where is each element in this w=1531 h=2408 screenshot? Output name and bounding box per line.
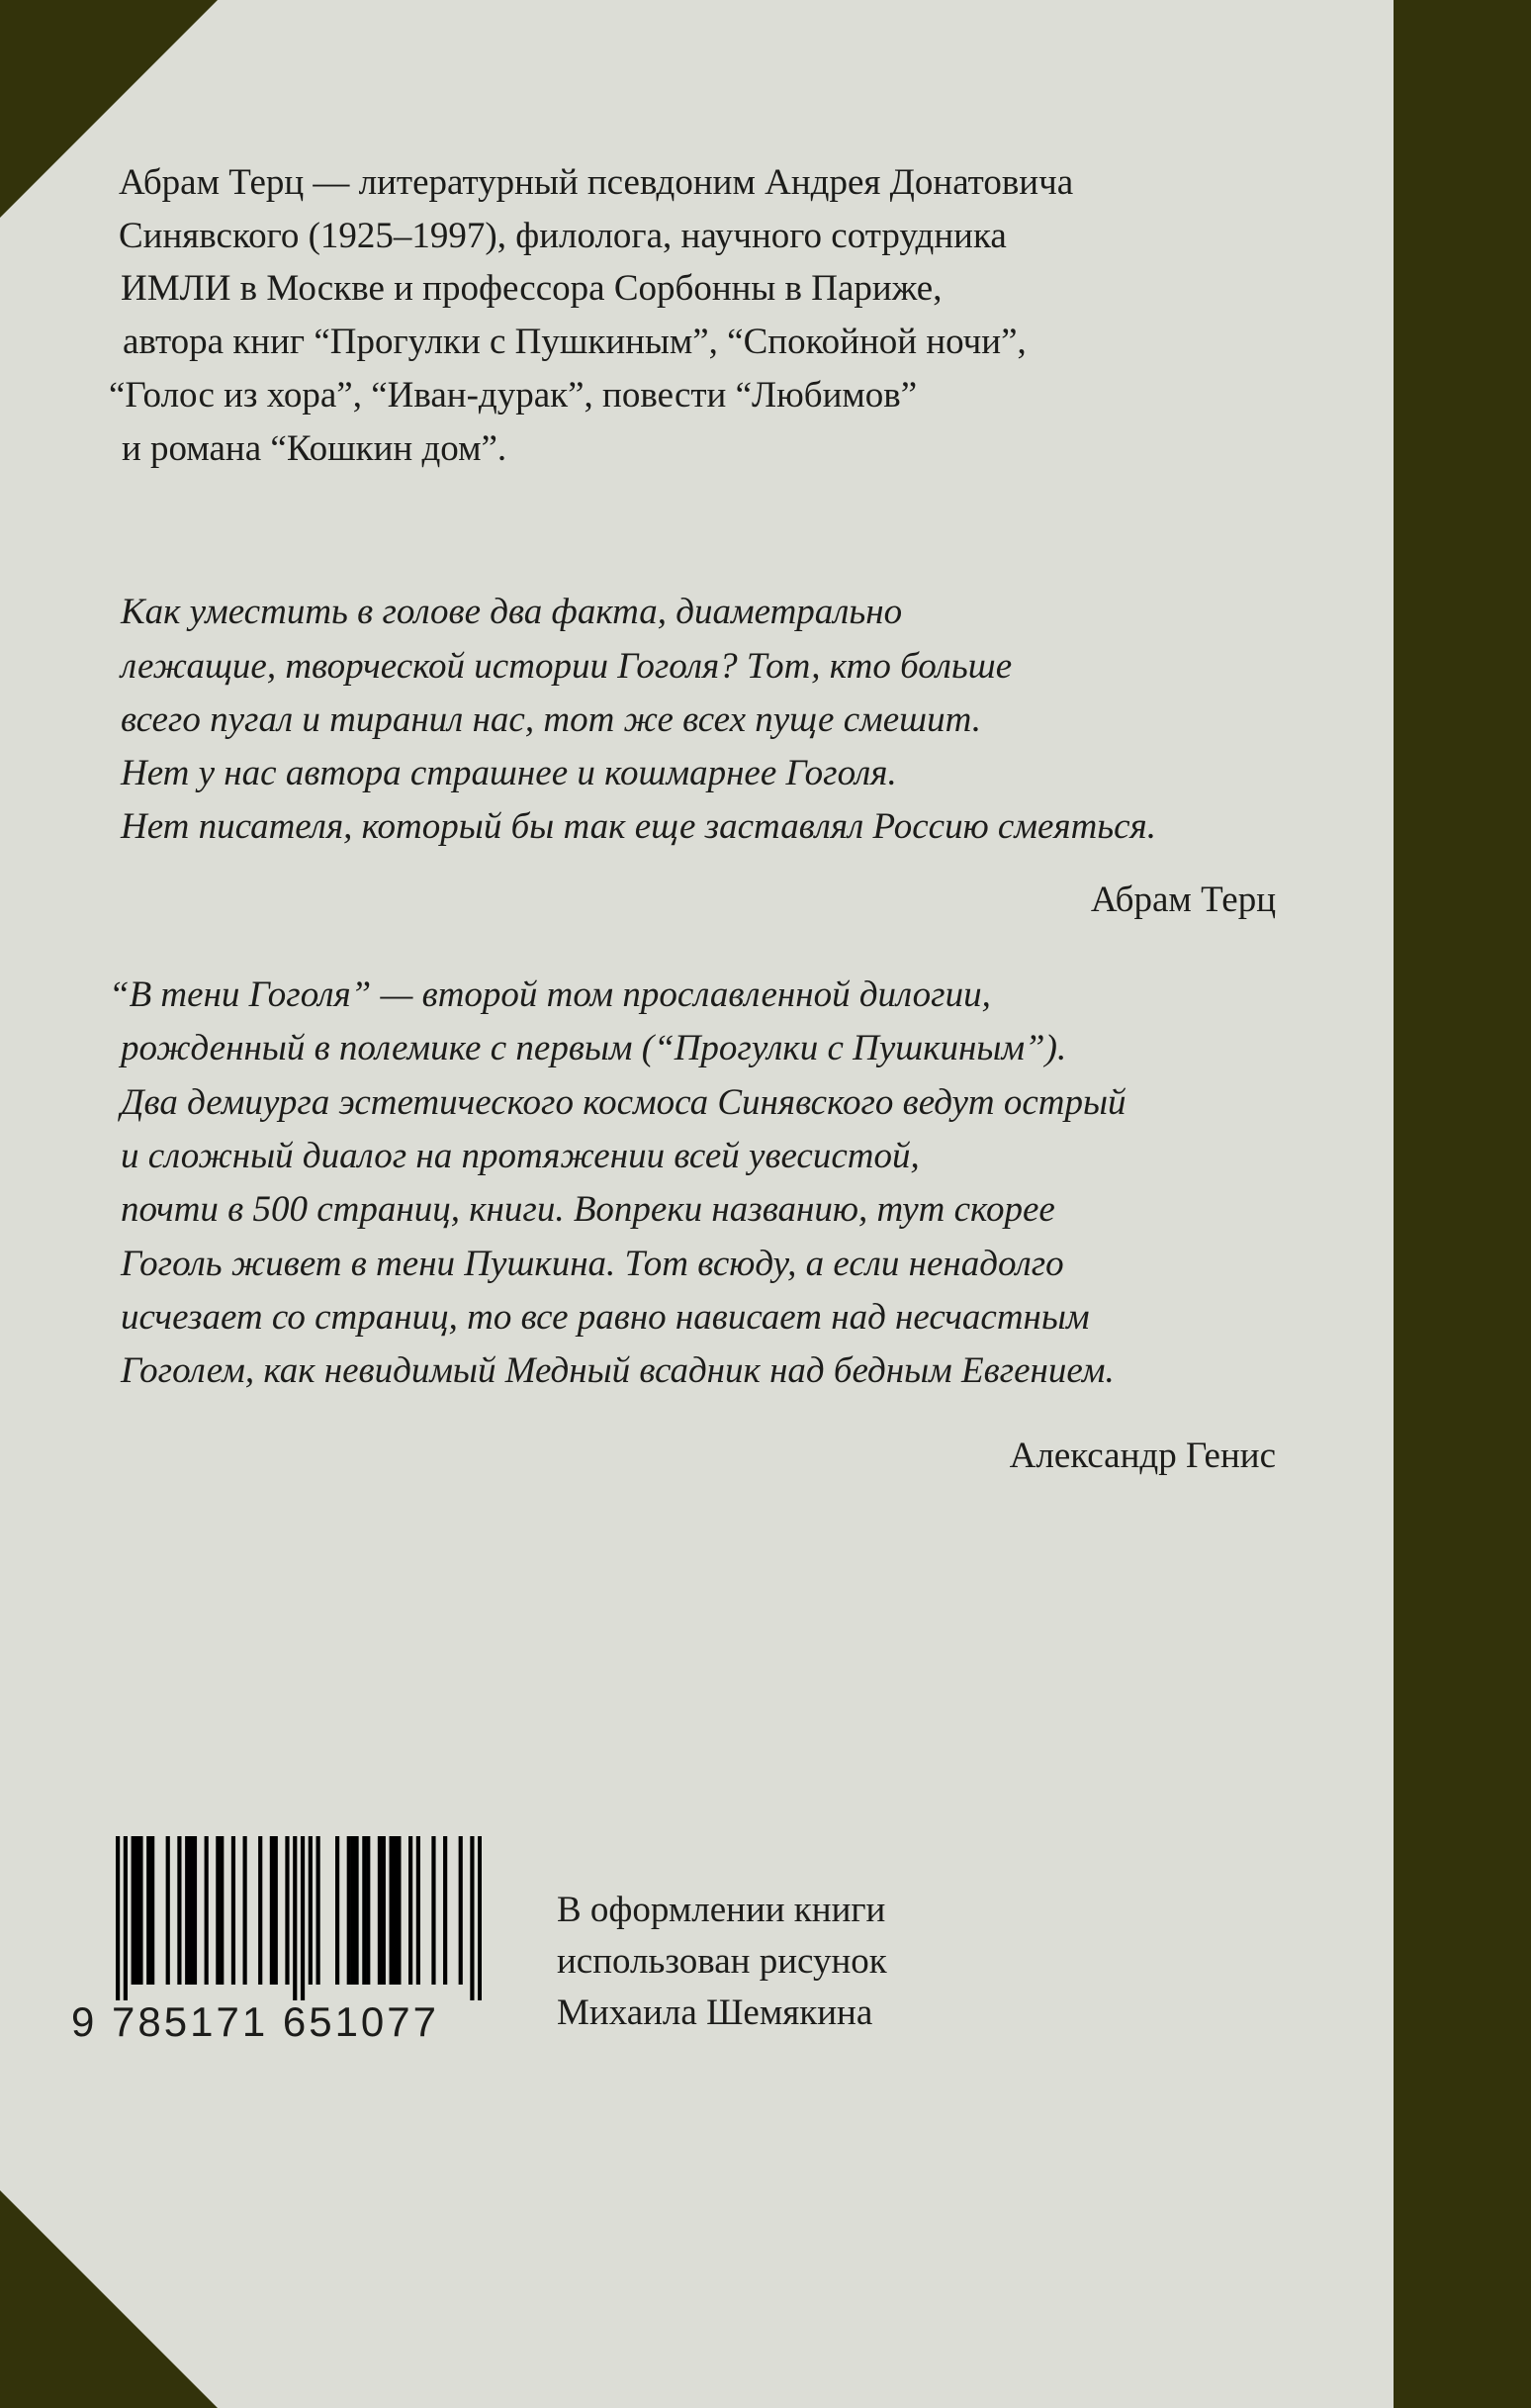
barcode-bar xyxy=(205,1836,209,1985)
barcode-bar xyxy=(351,1836,355,1985)
quote-line: почти в 500 страниц, книги. Вопреки названию, тут скорее xyxy=(121,1189,1055,1230)
cover-credit xyxy=(557,1885,887,2039)
barcode-bar xyxy=(193,1836,197,1985)
barcode-bar xyxy=(132,1836,135,1985)
barcode-bar xyxy=(431,1836,435,1985)
barcode-bar xyxy=(354,1836,358,1985)
quote-line: всего пугал и тиранил нас, тот же всех пуще смешит. xyxy=(121,699,982,740)
barcode-bar xyxy=(270,1836,274,1985)
quote-line: Нет у нас автора страшнее и кошмарнее Гоголя. xyxy=(121,753,897,793)
barcode-bar xyxy=(150,1836,154,1985)
barcode-bar xyxy=(116,1836,120,2000)
barcode-bar xyxy=(301,1836,305,2000)
quote-author: Абрам Терц xyxy=(1090,880,1276,920)
barcode-bar xyxy=(135,1836,138,1985)
quote-author: Александр Генис xyxy=(1009,1436,1276,1476)
barcode-bar xyxy=(478,1836,482,2000)
barcode-bar xyxy=(177,1836,181,1985)
barcode-bar xyxy=(459,1836,463,1985)
barcode-bar xyxy=(390,1836,394,1985)
barcode-bar xyxy=(309,1836,313,1985)
credit-line: использован рисунок xyxy=(557,1941,887,1982)
barcode-bar xyxy=(166,1836,170,1985)
quote-line: исчезает со страниц, то все равно нависает над несчастным xyxy=(121,1297,1090,1338)
isbn-number: 9 785171 651077 xyxy=(71,1998,439,2045)
bio-line: ИМЛИ в Москве и профессора Сорбонны в Париже, xyxy=(121,268,943,309)
bio-line: Абрам Терц — литературный псевдоним Андрея Донатовича xyxy=(119,162,1074,203)
quote-line: Как уместить в голове два факта, диаметрально xyxy=(121,592,903,632)
quote-line: Гоголем, как невидимый Медный всадник над бедным Евгением. xyxy=(121,1350,1115,1391)
barcode-bar xyxy=(138,1836,142,1985)
barcode-bar xyxy=(378,1836,382,1985)
bio-line: и романа “Кошкин дом”. xyxy=(122,428,507,469)
barcode-bar xyxy=(335,1836,339,1985)
barcode-bar xyxy=(408,1836,412,1985)
bio-line: Синявского (1925–1997), филолога, научного сотрудника xyxy=(119,216,1007,256)
quote-line: Гоголь живет в тени Пушкина. Тот всюду, а если ненадолго xyxy=(121,1244,1064,1284)
barcode-bar xyxy=(393,1836,397,1985)
barcode-bar xyxy=(397,1836,401,1985)
barcode-bar xyxy=(231,1836,235,1985)
credit-line: В оформлении книги xyxy=(557,1890,886,1930)
bio-line: автора книг “Прогулки с Пушкиным”, “Спокойной ночи”, xyxy=(123,322,1027,362)
barcode-bar xyxy=(243,1836,247,1985)
quote-line: лежащие, творческой истории Гоголя? Тот, кто больше xyxy=(121,646,1013,687)
bio-line: “Голос из хора”, “Иван-дурак”, повести “Любимов” xyxy=(109,375,918,416)
isbn-barcode xyxy=(71,1832,487,2044)
bottom-left-corner-decoration xyxy=(0,2190,218,2408)
barcode-bar xyxy=(216,1836,220,1985)
barcode-bar xyxy=(362,1836,366,1985)
barcode-bar xyxy=(258,1836,262,1985)
quote-line: Нет писателя, который бы так еще заставлял Россию смеяться. xyxy=(121,806,1157,847)
quote-line: рожденный в полемике с первым (“Прогулки с Пушкиным”). xyxy=(121,1028,1067,1068)
barcode-bar xyxy=(443,1836,447,1985)
barcode-bar xyxy=(347,1836,351,1985)
barcode-bar xyxy=(470,1836,474,2000)
barcode-bar xyxy=(293,1836,297,2000)
barcode-bar xyxy=(146,1836,150,1985)
credit-line: Михаила Шемякина xyxy=(557,1992,873,2033)
spine-band xyxy=(1394,0,1531,2408)
barcode-bar xyxy=(316,1836,320,1985)
barcode-bar xyxy=(124,1836,128,2000)
quote-line: и сложный диалог на протяжении всей увесистой, xyxy=(121,1136,920,1176)
barcode-bar xyxy=(416,1836,420,1985)
barcode-bar xyxy=(285,1836,289,1985)
barcode-bar xyxy=(220,1836,224,1985)
barcode-bar xyxy=(185,1836,189,1985)
quote-line: “В тени Гоголя” — второй том прославленной дилогии, xyxy=(109,974,991,1015)
barcode-bar xyxy=(382,1836,386,1985)
barcode-bar xyxy=(274,1836,278,1985)
quote-line: Два демиурга эстетического космоса Синявского ведут острый xyxy=(121,1082,1126,1123)
barcode-bar xyxy=(189,1836,193,1985)
barcode-bar xyxy=(366,1836,370,1985)
barcode-bars xyxy=(116,1836,482,2000)
